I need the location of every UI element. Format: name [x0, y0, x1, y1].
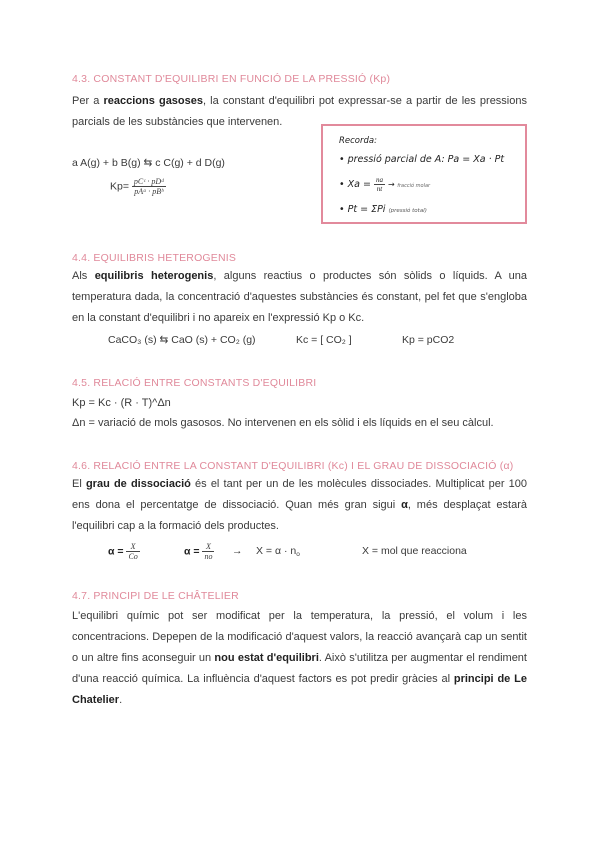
kp-expression-2: Kp = pCO2 — [402, 334, 455, 346]
kc-expression: Kc = [ CO₂ ] — [296, 334, 352, 346]
section-heading-4-5: 4.5. RELACIÓ ENTRE CONSTANTS D'EQUILIBRI — [72, 377, 317, 389]
bold-term: nou estat d'equilibri — [214, 652, 319, 664]
text: , la constant d'equilibri pot expressar-se a partir de les pressions parcials de les substàncies que intervenen. — [72, 95, 527, 128]
x-definition: X = mol que reacciona — [362, 545, 467, 557]
paragraph-4-7 — [72, 606, 527, 711]
x-formula — [256, 545, 300, 558]
text: , alguns reactius o productes són sòlids o líquids. A una temperatura dada, la concentració d'aquestes substàncies és constant, pel fet que s'engloba en la constant d'equilibri i no apareix en l'expressió Kp o Kc. — [72, 270, 528, 324]
heterogeneous-reaction: CaCO₃ (s) ⇆ CaO (s) + CO₂ (g) — [108, 334, 256, 346]
kp-kc-relation: Kp = Kc · (R · T)^Δn — [72, 397, 171, 409]
text: , més desplaçat estarà l'equilibri cap a la formació dels productes. — [72, 499, 527, 532]
text: L'equilibri químic pot ser modificat per la temperatura, la pressió, el volum i les concentracions. Depepen de la modificació d'aquest valors, la reacció avançarà cap un sentit o un altre fins aconseguir un — [72, 610, 527, 664]
kp-fraction — [132, 177, 166, 196]
numerator: na — [375, 176, 383, 184]
text: és el tant per un de les molècules dissociades. Multiplicat per 100 ens dona el percentatge de dissociació. Quan més gran sigui — [72, 478, 528, 511]
text: • Pt = ΣPi — [339, 204, 386, 215]
kp-numerator: pCᶜ · pDᵈ — [133, 177, 164, 186]
paragraph-4-4 — [72, 266, 527, 329]
fraction — [202, 542, 214, 561]
bold-term: grau de dissociació — [85, 478, 191, 490]
text: El — [72, 478, 86, 490]
general-reaction: a A(g) + b B(g) ⇆ c C(g) + d D(g) — [72, 157, 225, 169]
paragraph-4-6 — [72, 474, 527, 537]
note-line-partial-pressure: • pressió parcial de A: Pa = Xa · Pt — [339, 154, 505, 165]
arrow: → — [387, 180, 398, 189]
alpha-lhs: α = — [108, 545, 124, 558]
section-heading-4-4: 4.4. EQUILIBRIS HETEROGENIS — [72, 252, 237, 264]
alpha-symbol: α — [401, 499, 408, 511]
section-heading-4-7: 4.7. PRINCIPI DE LE CHÂTELIER — [72, 590, 239, 602]
fraction — [126, 542, 139, 561]
alpha-lhs: α = — [184, 545, 200, 558]
text: • Xa = — [339, 179, 374, 190]
denominator: Co — [128, 552, 138, 561]
section-heading-4-6: 4.6. RELACIÓ ENTRE LA CONSTANT D'EQUILIBRI (Kc) I EL GRAU DE DISSOCIACIÓ (α) — [72, 460, 514, 472]
denominator: nt — [376, 185, 383, 193]
mole-fraction — [374, 176, 385, 193]
note-line-total-pressure — [339, 204, 427, 215]
section-heading-4-3: 4.3. CONSTANT D'EQUILIBRI EN FUNCIÓ DE LA PRESSIÓ (Kp) — [72, 73, 391, 85]
annotation: (pressió total) — [388, 208, 427, 214]
text: Per a — [72, 95, 104, 107]
arrow-symbol: → — [232, 545, 243, 557]
bold-term: principi de Le Chatelier — [72, 673, 527, 706]
delta-n-definition: Δn = variació de mols gasosos. No intervenen en els sòlid i els líquids en el seu càlcul. — [72, 417, 494, 429]
note-line-mole-fraction — [339, 176, 430, 193]
alpha-formula-1 — [108, 542, 140, 561]
kp-denominator: pAᵃ · pBᵇ — [134, 187, 164, 196]
text: X = α · n — [256, 545, 297, 557]
kp-expression — [110, 177, 166, 196]
alpha-formula-2 — [184, 542, 214, 561]
subscript: o — [296, 551, 300, 558]
text: Als — [72, 270, 95, 282]
text: . Això s'utilitza per augmentar el rendiment d'una reacció química. La influència d'aquest factors es pot predir gràcies al — [72, 652, 527, 685]
numerator: X — [126, 542, 139, 552]
text: . — [119, 694, 123, 706]
bold-term: reaccions gasoses — [103, 95, 203, 107]
note-title: Recorda: — [339, 136, 377, 146]
bold-term: equilibris heterogenis — [94, 270, 214, 282]
annotation: fracció molar — [397, 183, 431, 189]
numerator: X — [202, 542, 214, 552]
denominator: no — [204, 552, 213, 561]
reminder-note — [321, 124, 527, 224]
kp-label: Kp= — [110, 180, 129, 193]
